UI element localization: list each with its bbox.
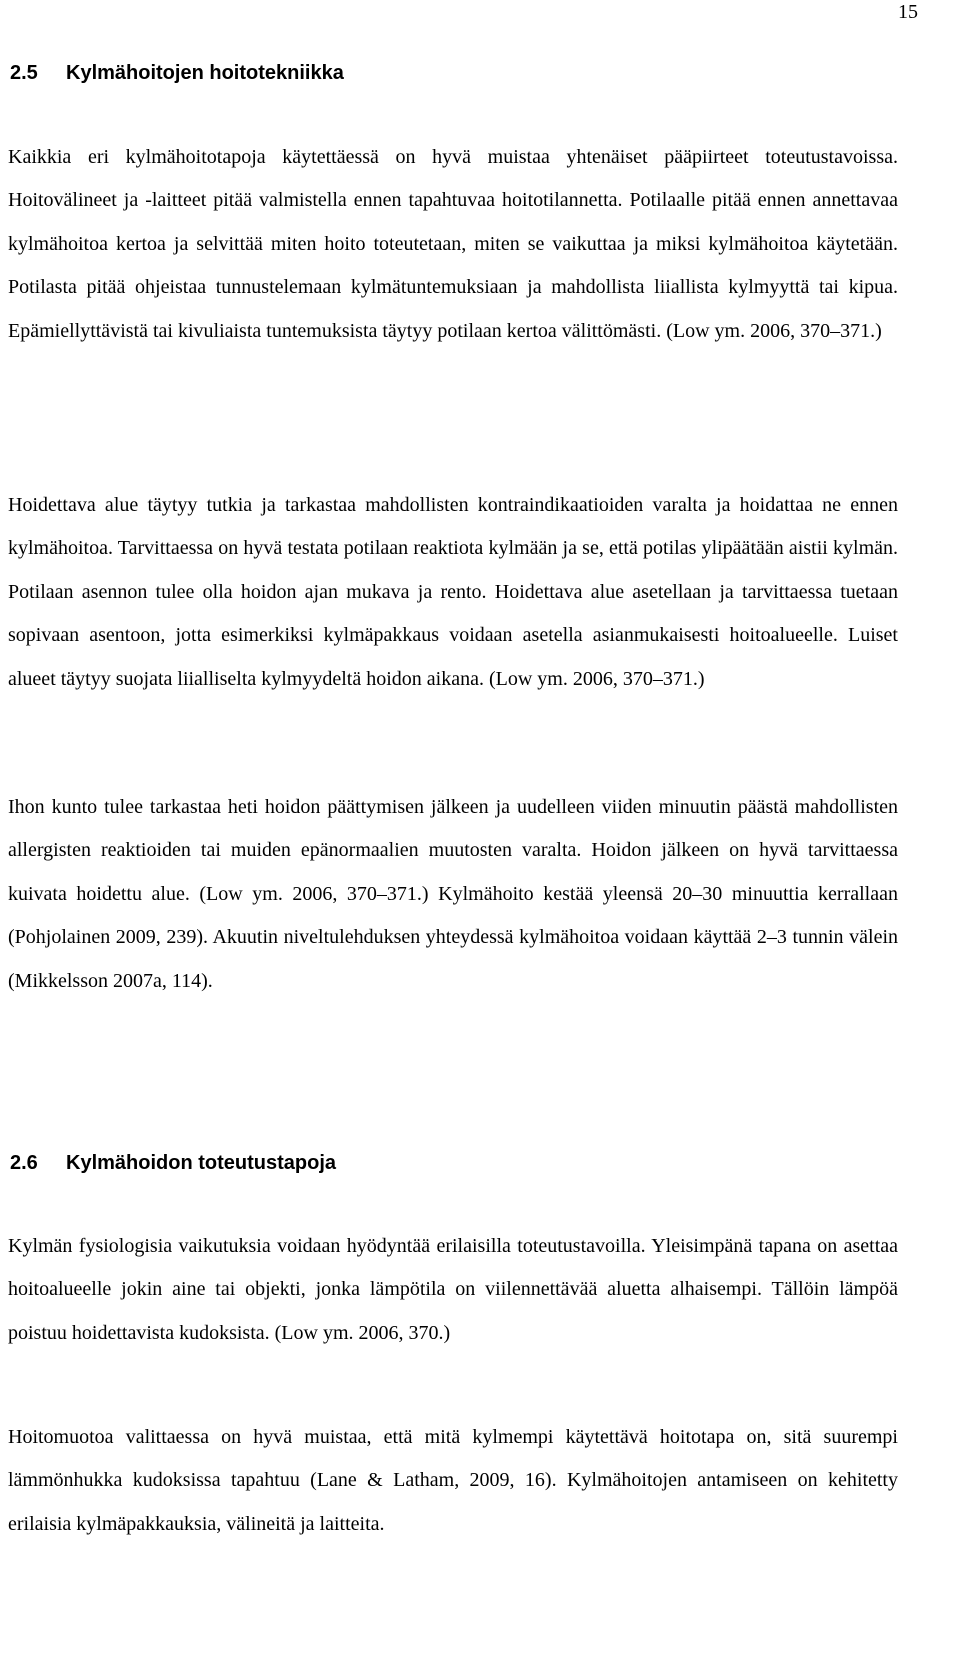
paragraph: Kaikkia eri kylmähoitotapoja käytettäessä on hyvä muistaa yhtenäiset pääpiirteet toteutustavoissa. Hoitovälineet ja -laitteet pitää valmistella ennen tapahtuvaa hoitotilannetta. Potilaalle pitää ennen annettavaa kylmähoitoa kertoa ja selvittää miten hoito toteutetaan, miten se vaikuttaa ja miksi kylmähoitoa käytetään. Potilasta pitää ohjeistaa tunnustelemaan kylmätuntemuksiaan ja mahdollista liiallista kylmyyttä tai kipua. Epämiellyttävistä tai kivuliaista tuntemuksista täytyy potilaan kertoa välittömästi. (Low ym. 2006, 370–371.)	[8, 146, 898, 342]
paragraph: Ihon kunto tulee tarkastaa heti hoidon päättymisen jälkeen ja uudelleen viiden minuutin päästä mahdollisten allergisten reaktioiden tai muiden epänormaalien muutosten varalta. Hoidon jälkeen on hyvä tarvittaessa kuivata hoidettu alue. (Low ym. 2006, 370–371.) Kylmähoito kestää yleensä 20–30 minuuttia kerrallaan (Pohjolainen 2009, 239). Akuutin niveltulehduksen yhteydessä kylmähoitoa voidaan käyttää 2–3 tunnin välein (Mikkelsson 2007a, 114).	[8, 796, 898, 992]
section-number: 2.6	[10, 1152, 38, 1174]
paragraph: Kylmän fysiologisia vaikutuksia voidaan hyödyntää erilaisilla toteutustavoilla. Yleisimpänä tapana on asettaa hoitoalueelle jokin aine tai objekti, jonka lämpötila on viilennettävää aluetta alhaisempi. Tällöin lämpöä poistuu hoidettavista kudoksista. (Low ym. 2006, 370.)	[8, 1235, 898, 1344]
paragraph: Hoidettava alue täytyy tutkia ja tarkastaa mahdollisten kontraindikaatioiden varalta ja hoidattaa ne ennen kylmähoitoa. Tarvittaessa on hyvä testata potilaan reaktiota kylmään ja se, että potilas ylipäätään aistii kylmän. Potilaan asennon tulee olla hoidon ajan mukava ja rento. Hoidettava alue asetellaan ja tarvittaessa tuetaan sopivaan asentoon, jotta esimerkiksi kylmäpakkaus voidaan asetella asianmukaisesti hoitoalueelle. Luiset alueet täytyy suojata liialliselta kylmyydeltä hoidon aikana. (Low ym. 2006, 370–371.)	[8, 494, 898, 690]
section-title: Kylmähoitojen hoitotekniikka	[66, 62, 344, 84]
section-heading-2-5	[10, 60, 344, 86]
paragraph: Hoitomuotoa valittaessa on hyvä muistaa, että mitä kylmempi käytettävä hoitotapa on, sitä suurempi lämmönhukka kudoksissa tapahtuu (Lane & Latham, 2009, 16). Kylmähoitojen antamiseen on kehitetty erilaisia kylmäpakkauksia, välineitä ja laitteita.	[8, 1426, 898, 1535]
section-number: 2.5	[10, 62, 38, 84]
section-title: Kylmähoidon toteutustapoja	[66, 1152, 336, 1174]
section-heading-2-6	[10, 1150, 336, 1176]
page-number: 15	[898, 1, 918, 23]
